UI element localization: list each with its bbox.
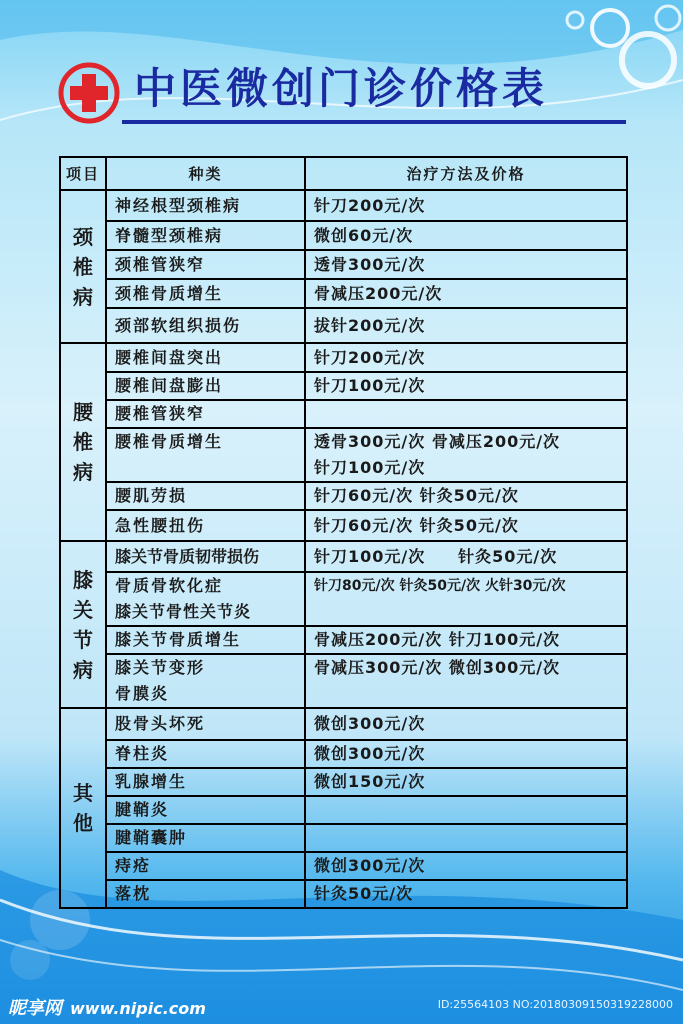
type-cell: 股骨头坏死 bbox=[106, 708, 305, 740]
type-cell: 腰椎间盘突出 bbox=[106, 343, 305, 372]
table-row bbox=[60, 880, 627, 908]
image-id-label: ID:25564103 NO:20180309150319228000 bbox=[437, 998, 673, 1011]
method-cell-continued: 针刀100元/次 bbox=[305, 455, 627, 482]
category-label: 颈椎病 bbox=[73, 224, 93, 309]
table-row bbox=[60, 400, 627, 428]
type-cell: 脊髓型颈椎病 bbox=[106, 221, 305, 250]
type-cell: 腰肌劳损 bbox=[106, 482, 305, 510]
method-cell: 针刀60元/次 针灸50元/次 bbox=[305, 510, 627, 541]
type-cell: 神经根型颈椎病 bbox=[106, 190, 305, 221]
page-title: 中医微创门诊价格表 bbox=[134, 64, 549, 113]
method-cell bbox=[305, 796, 627, 824]
type-cell: 骨质骨软化症 bbox=[106, 572, 305, 599]
table-row bbox=[60, 708, 627, 740]
header-type: 种类 bbox=[106, 157, 305, 190]
type-cell: 脊柱炎 bbox=[106, 740, 305, 768]
category-cell bbox=[60, 343, 106, 541]
type-cell: 乳腺增生 bbox=[106, 768, 305, 796]
table-row bbox=[60, 190, 627, 221]
type-cell: 腱鞘囊肿 bbox=[106, 824, 305, 852]
method-cell: 针刀200元/次 bbox=[305, 190, 627, 221]
type-cell: 落枕 bbox=[106, 880, 305, 908]
table-row bbox=[60, 768, 627, 796]
method-cell: 微创60元/次 bbox=[305, 221, 627, 250]
method-cell: 骨减压300元/次 微创300元/次 bbox=[305, 654, 627, 708]
table-row bbox=[60, 852, 627, 880]
type-cell: 颈部软组织损伤 bbox=[106, 308, 305, 343]
category-label: 膝关节病 bbox=[73, 567, 93, 682]
type-cell-continued: 骨膜炎 bbox=[106, 681, 305, 708]
table-row bbox=[60, 250, 627, 279]
red-cross-icon bbox=[58, 62, 120, 124]
type-cell-continued: 膝关节骨性关节炎 bbox=[106, 599, 305, 626]
type-cell: 膝关节变形 bbox=[106, 654, 305, 681]
table-row bbox=[60, 343, 627, 372]
method-cell: 骨减压200元/次 针刀100元/次 bbox=[305, 626, 627, 654]
site-url: www.nipic.com bbox=[70, 999, 206, 1018]
method-cell: 针刀100元/次 针灸50元/次 bbox=[305, 541, 627, 572]
type-label: 腰椎骨质增生 bbox=[115, 432, 224, 451]
category-cell bbox=[60, 541, 106, 708]
method-cell: 拔针200元/次 bbox=[305, 308, 627, 343]
table-row bbox=[60, 541, 627, 572]
table-row bbox=[60, 428, 627, 455]
method-cell: 针灸50元/次 bbox=[305, 880, 627, 908]
type-cell: 膝关节骨质增生 bbox=[106, 626, 305, 654]
site-logo-text: 昵享网 bbox=[8, 998, 62, 1019]
price-table bbox=[59, 156, 628, 909]
table-row bbox=[60, 572, 627, 599]
site-watermark bbox=[8, 994, 206, 1020]
type-cell: 腰椎间盘膨出 bbox=[106, 372, 305, 400]
type-cell bbox=[106, 428, 305, 482]
table-row bbox=[60, 482, 627, 510]
method-cell: 微创150元/次 bbox=[305, 768, 627, 796]
method-cell: 透骨300元/次 骨减压200元/次 bbox=[305, 428, 627, 455]
category-label: 其他 bbox=[73, 781, 93, 835]
method-cell: 微创300元/次 bbox=[305, 852, 627, 880]
header-category: 项目 bbox=[60, 157, 106, 190]
header-method: 治疗方法及价格 bbox=[305, 157, 627, 190]
table-row bbox=[60, 308, 627, 343]
type-cell: 腰椎管狭窄 bbox=[106, 400, 305, 428]
method-cell: 微创300元/次 bbox=[305, 740, 627, 768]
title-underline bbox=[122, 120, 626, 124]
table-row bbox=[60, 372, 627, 400]
method-cell: 骨减压200元/次 bbox=[305, 279, 627, 308]
table-row bbox=[60, 740, 627, 768]
type-cell: 痔疮 bbox=[106, 852, 305, 880]
table-row bbox=[60, 279, 627, 308]
method-cell: 针刀200元/次 bbox=[305, 343, 627, 372]
table-row bbox=[60, 654, 627, 681]
method-cell: 针刀60元/次 针灸50元/次 bbox=[305, 482, 627, 510]
table-header-row bbox=[60, 157, 627, 190]
method-cell bbox=[305, 824, 627, 852]
type-cell: 颈椎骨质增生 bbox=[106, 279, 305, 308]
category-cell bbox=[60, 190, 106, 343]
category-cell bbox=[60, 708, 106, 908]
table-row bbox=[60, 221, 627, 250]
method-cell: 针刀100元/次 bbox=[305, 372, 627, 400]
type-cell: 腱鞘炎 bbox=[106, 796, 305, 824]
method-cell: 微创300元/次 bbox=[305, 708, 627, 740]
method-cell: 透骨300元/次 bbox=[305, 250, 627, 279]
type-cell: 膝关节骨质韧带损伤 bbox=[106, 541, 305, 572]
table-row bbox=[60, 824, 627, 852]
table-row bbox=[60, 510, 627, 541]
category-label: 腰椎病 bbox=[73, 400, 93, 484]
type-cell: 急性腰扭伤 bbox=[106, 510, 305, 541]
method-cell: 针刀80元/次 针灸50元/次 火针30元/次 bbox=[305, 572, 627, 626]
type-cell: 颈椎管狭窄 bbox=[106, 250, 305, 279]
table-row bbox=[60, 796, 627, 824]
table-row bbox=[60, 626, 627, 654]
method-cell bbox=[305, 400, 627, 428]
